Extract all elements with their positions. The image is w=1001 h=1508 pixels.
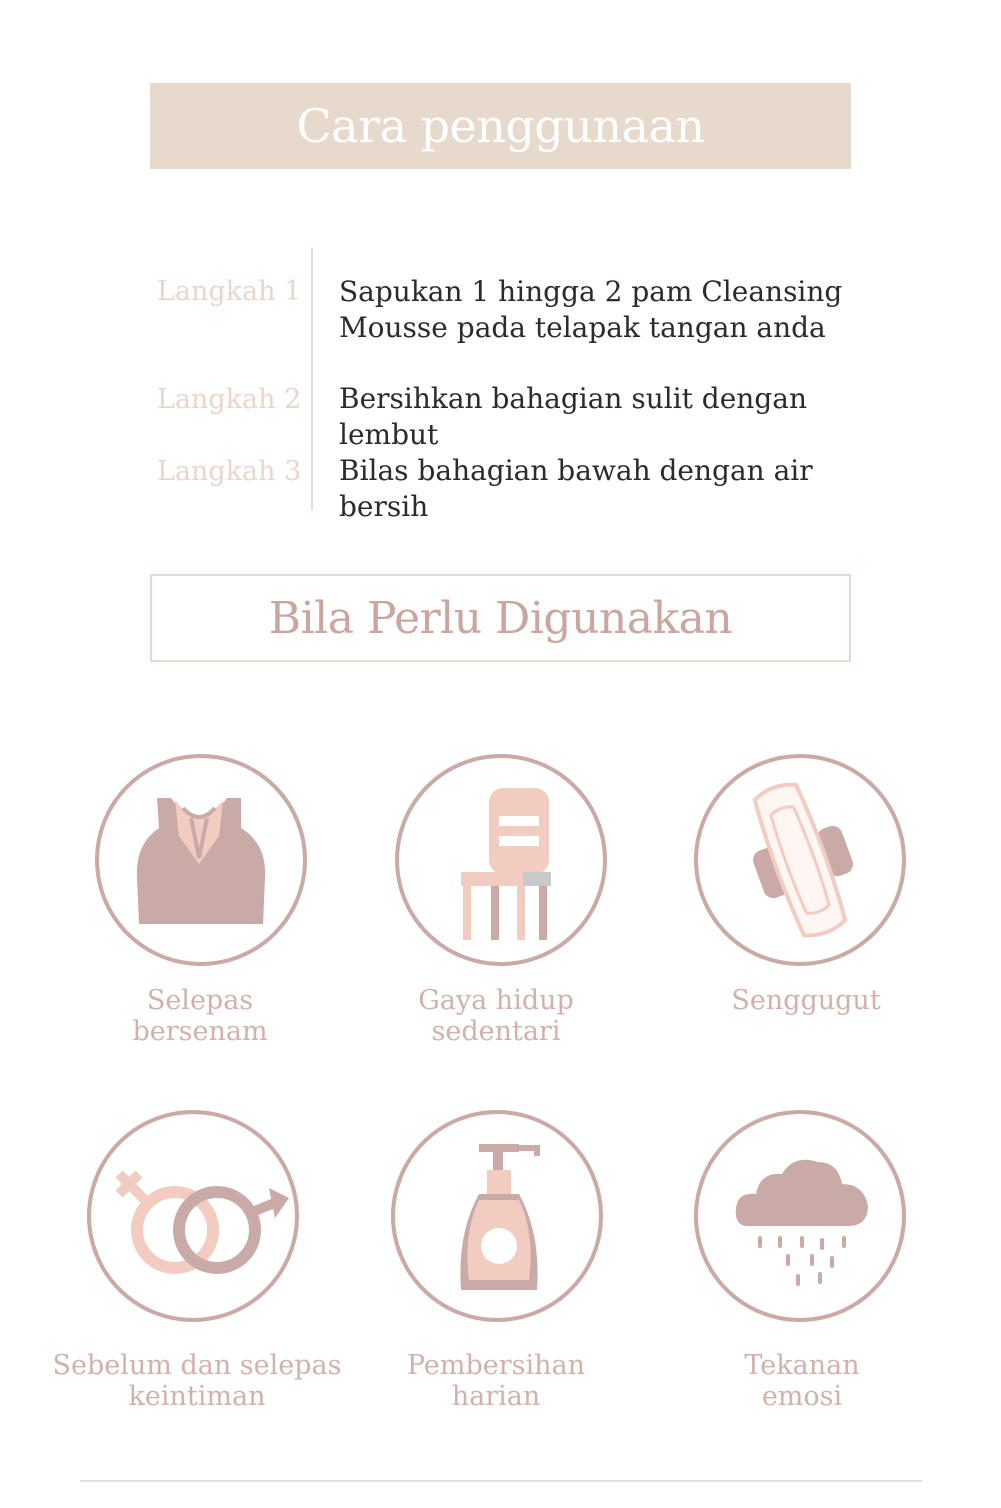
usage-label-5-line1: Pembersihan (406, 1350, 586, 1381)
rain-cloud-icon (694, 1110, 906, 1322)
step-1-label: Langkah 1 (157, 276, 302, 307)
usage-label-5-line2: harian (451, 1381, 541, 1412)
when-to-use-title: Bila Perlu Digunakan (268, 592, 733, 644)
usage-label-1-line1: Selepas (146, 985, 254, 1016)
usage-label-2 (346, 985, 646, 1047)
chair-icon (395, 754, 607, 966)
usage-label-4 (47, 1350, 347, 1412)
when-to-use-banner (150, 574, 851, 662)
usage-steps (0, 248, 1001, 523)
sports-bra-icon (95, 754, 307, 966)
usage-label-1-line2: bersenam (132, 1016, 268, 1047)
usage-label-2-line1: Gaya hidup (418, 985, 574, 1016)
header-banner (150, 83, 851, 169)
sanitary-pad-icon (694, 754, 906, 966)
page-title: Cara penggunaan (296, 99, 705, 153)
usage-label-3-line1: Senggugut (731, 985, 881, 1016)
usage-label-6-line1: Tekanan (744, 1350, 860, 1381)
step-1-text-line1: Sapukan 1 hingga 2 pam Cleansing (339, 275, 843, 308)
usage-label-1 (50, 985, 350, 1047)
footer-divider (80, 1480, 922, 1482)
step-1-text (339, 274, 899, 346)
usage-label-3 (656, 985, 956, 1016)
step-1-text-line2: Mousse pada telapak tangan anda (339, 311, 826, 344)
steps-divider (311, 248, 313, 510)
step-2-text: Bersihkan bahagian sulit dengan lembut (339, 382, 807, 451)
usage-label-6-line2: emosi (761, 1381, 843, 1412)
usage-label-6 (652, 1350, 952, 1412)
step-3-text: Bilas bahagian bawah dengan air bersih (339, 454, 813, 523)
usage-label-4-line2: keintiman (128, 1381, 266, 1412)
step-2-label: Langkah 2 (157, 384, 302, 415)
usage-label-2-line2: sedentari (431, 1016, 561, 1047)
usage-label-4-line1: Sebelum dan selepas (52, 1350, 342, 1381)
gender-symbols-icon (87, 1110, 299, 1322)
step-3-label: Langkah 3 (157, 456, 302, 487)
pump-bottle-icon (391, 1110, 603, 1322)
usage-label-5 (346, 1350, 646, 1412)
